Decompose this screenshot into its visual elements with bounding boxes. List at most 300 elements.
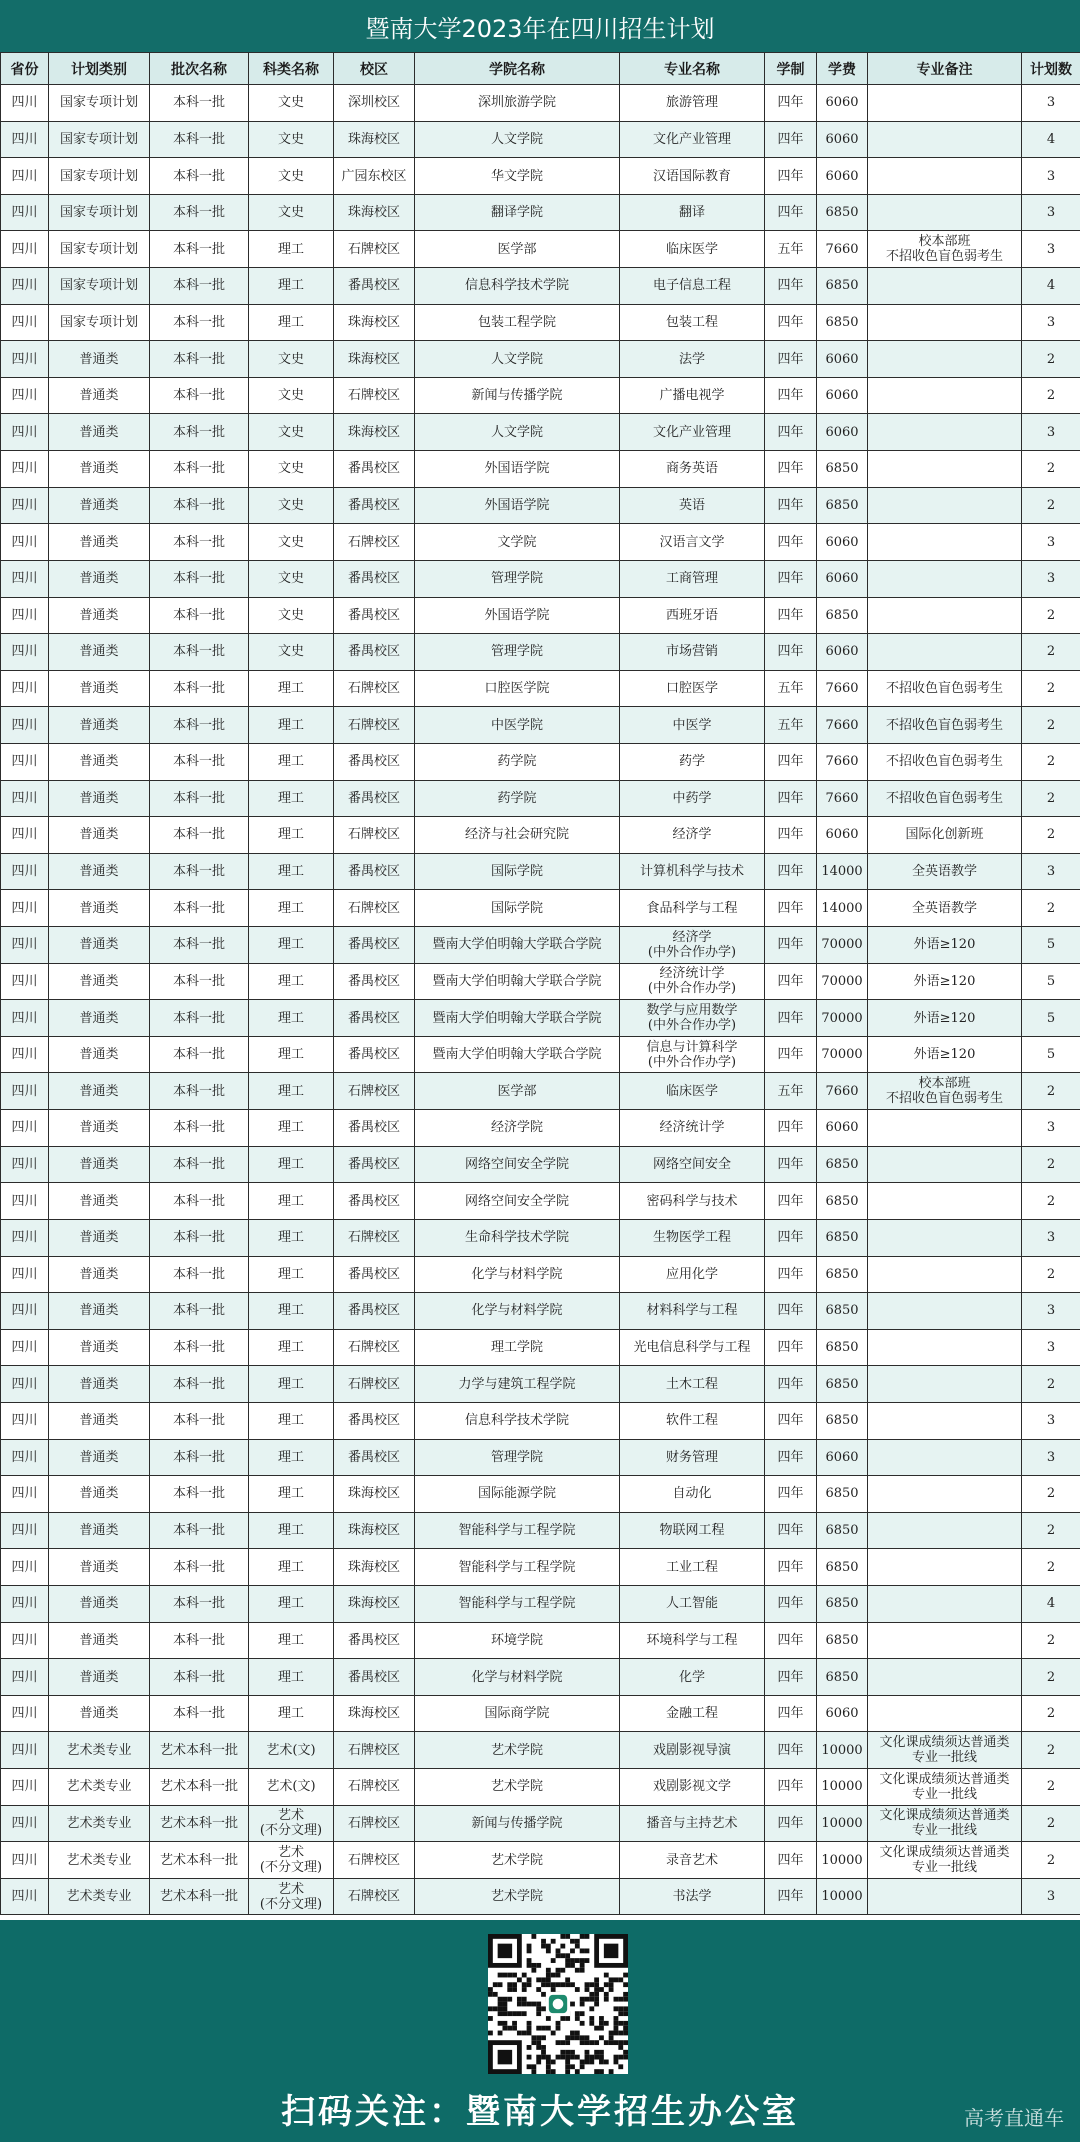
cell-tuition: 10000	[817, 1769, 868, 1806]
cell-batch: 本科一批	[150, 1549, 249, 1586]
cell-subject: 理工	[249, 1402, 334, 1439]
table-body	[1, 85, 1080, 1915]
cell-duration: 四年	[765, 1366, 817, 1403]
table-row	[1, 1366, 1080, 1403]
table-row	[1, 1695, 1080, 1732]
table-row	[1, 1402, 1080, 1439]
cell-plan-type: 普通类	[49, 1476, 150, 1513]
cell-batch: 本科一批	[150, 1476, 249, 1513]
cell-province: 四川	[1, 670, 49, 707]
cell-major: 法学	[620, 341, 765, 378]
cell-remarks	[868, 268, 1022, 305]
cell-plan-count: 2	[1022, 1659, 1080, 1696]
cell-plan-count: 2	[1022, 487, 1080, 524]
cell-plan-type: 普通类	[49, 341, 150, 378]
cell-major: 广播电视学	[620, 377, 765, 414]
table-row	[1, 268, 1080, 305]
cell-college: 国际商学院	[415, 1695, 620, 1732]
cell-plan-type: 国家专项计划	[49, 85, 150, 122]
cell-province: 四川	[1, 560, 49, 597]
cell-duration: 四年	[765, 414, 817, 451]
cell-college: 信息科学技术学院	[415, 1402, 620, 1439]
cell-duration: 五年	[765, 231, 817, 268]
cell-plan-type: 普通类	[49, 1146, 150, 1183]
cell-major: 密码科学与技术	[620, 1183, 765, 1220]
cell-batch: 本科一批	[150, 1036, 249, 1073]
cell-campus: 番禺校区	[334, 268, 415, 305]
table-row	[1, 670, 1080, 707]
cell-major: 化学	[620, 1659, 765, 1696]
table-row	[1, 121, 1080, 158]
cell-subject: 理工	[249, 1695, 334, 1732]
cell-college: 环境学院	[415, 1622, 620, 1659]
cell-plan-count: 3	[1022, 524, 1080, 561]
cell-college: 人文学院	[415, 414, 620, 451]
cell-duration: 五年	[765, 1073, 817, 1110]
cell-remarks	[868, 85, 1022, 122]
cell-plan-type: 普通类	[49, 1256, 150, 1293]
cell-major: 信息与计算科学 (中外合作办学)	[620, 1036, 765, 1073]
cell-province: 四川	[1, 1622, 49, 1659]
cell-province: 四川	[1, 927, 49, 964]
cell-subject: 文史	[249, 524, 334, 561]
cell-plan-type: 普通类	[49, 743, 150, 780]
cell-college: 艺术学院	[415, 1842, 620, 1879]
cell-subject: 文史	[249, 194, 334, 231]
cell-college: 智能科学与工程学院	[415, 1585, 620, 1622]
cell-remarks	[868, 1329, 1022, 1366]
cell-subject: 理工	[249, 853, 334, 890]
cell-province: 四川	[1, 634, 49, 671]
cell-plan-type: 普通类	[49, 560, 150, 597]
cell-campus: 番禺校区	[334, 487, 415, 524]
cell-college: 人文学院	[415, 121, 620, 158]
cell-province: 四川	[1, 158, 49, 195]
cell-college: 信息科学技术学院	[415, 268, 620, 305]
cell-college: 新闻与传播学院	[415, 377, 620, 414]
cell-plan-type: 普通类	[49, 780, 150, 817]
table-row	[1, 963, 1080, 1000]
cell-major: 食品科学与工程	[620, 890, 765, 927]
cell-subject: 理工	[249, 1329, 334, 1366]
cell-province: 四川	[1, 1219, 49, 1256]
cell-tuition: 6850	[817, 1293, 868, 1330]
cell-remarks	[868, 1110, 1022, 1147]
cell-tuition: 6850	[817, 1585, 868, 1622]
cell-province: 四川	[1, 1769, 49, 1806]
cell-major: 英语	[620, 487, 765, 524]
table-row	[1, 1842, 1080, 1879]
cell-plan-count: 3	[1022, 1219, 1080, 1256]
cell-plan-count: 2	[1022, 670, 1080, 707]
cell-duration: 四年	[765, 817, 817, 854]
cell-duration: 四年	[765, 780, 817, 817]
cell-duration: 四年	[765, 1622, 817, 1659]
cell-major: 经济学 (中外合作办学)	[620, 927, 765, 964]
cell-plan-count: 2	[1022, 451, 1080, 488]
cell-plan-count: 4	[1022, 121, 1080, 158]
cell-plan-count: 3	[1022, 85, 1080, 122]
cell-college: 智能科学与工程学院	[415, 1549, 620, 1586]
cell-subject: 理工	[249, 1293, 334, 1330]
table-row	[1, 707, 1080, 744]
cell-tuition: 7660	[817, 743, 868, 780]
cell-college: 包装工程学院	[415, 304, 620, 341]
cell-college: 管理学院	[415, 634, 620, 671]
cell-plan-count: 3	[1022, 853, 1080, 890]
table-row	[1, 817, 1080, 854]
cell-subject: 理工	[249, 1000, 334, 1037]
cell-tuition: 6060	[817, 414, 868, 451]
cell-duration: 五年	[765, 707, 817, 744]
cell-remarks	[868, 524, 1022, 561]
cell-subject: 理工	[249, 670, 334, 707]
cell-college: 翻译学院	[415, 194, 620, 231]
header-plan-count: 计划数	[1022, 53, 1080, 85]
cell-province: 四川	[1, 414, 49, 451]
header-major: 专业名称	[620, 53, 765, 85]
header-duration: 学制	[765, 53, 817, 85]
cell-plan-type: 普通类	[49, 1549, 150, 1586]
cell-plan-type: 普通类	[49, 1073, 150, 1110]
cell-major: 播音与主持艺术	[620, 1805, 765, 1842]
cell-remarks: 文化课成绩须达普通类 专业一批线	[868, 1805, 1022, 1842]
cell-subject: 理工	[249, 1585, 334, 1622]
cell-college: 化学与材料学院	[415, 1256, 620, 1293]
cell-campus: 石牌校区	[334, 1732, 415, 1769]
cell-major: 网络空间安全	[620, 1146, 765, 1183]
cell-tuition: 6850	[817, 1512, 868, 1549]
cell-campus: 石牌校区	[334, 670, 415, 707]
cell-tuition: 6060	[817, 158, 868, 195]
cell-subject: 理工	[249, 1659, 334, 1696]
cell-major: 工商管理	[620, 560, 765, 597]
cell-plan-type: 艺术类专业	[49, 1769, 150, 1806]
cell-tuition: 6850	[817, 1219, 868, 1256]
cell-province: 四川	[1, 1402, 49, 1439]
table-row	[1, 1110, 1080, 1147]
cell-province: 四川	[1, 341, 49, 378]
cell-major: 汉语国际教育	[620, 158, 765, 195]
cell-remarks	[868, 1439, 1022, 1476]
cell-plan-count: 2	[1022, 1183, 1080, 1220]
cell-duration: 四年	[765, 1146, 817, 1183]
cell-tuition: 70000	[817, 1000, 868, 1037]
cell-college: 文学院	[415, 524, 620, 561]
cell-plan-count: 2	[1022, 634, 1080, 671]
cell-duration: 四年	[765, 743, 817, 780]
cell-subject: 文史	[249, 85, 334, 122]
cell-batch: 本科一批	[150, 1695, 249, 1732]
cell-province: 四川	[1, 1695, 49, 1732]
cell-plan-count: 2	[1022, 1732, 1080, 1769]
cell-campus: 番禺校区	[334, 1183, 415, 1220]
cell-duration: 四年	[765, 927, 817, 964]
cell-college: 暨南大学伯明翰大学联合学院	[415, 1000, 620, 1037]
cell-campus: 珠海校区	[334, 1585, 415, 1622]
table-row	[1, 1000, 1080, 1037]
table-row	[1, 927, 1080, 964]
cell-province: 四川	[1, 1476, 49, 1513]
cell-duration: 四年	[765, 1000, 817, 1037]
cell-batch: 本科一批	[150, 707, 249, 744]
cell-tuition: 6850	[817, 1146, 868, 1183]
cell-campus: 番禺校区	[334, 1256, 415, 1293]
cell-plan-count: 2	[1022, 597, 1080, 634]
cell-duration: 四年	[765, 1732, 817, 1769]
cell-plan-count: 2	[1022, 1842, 1080, 1879]
cell-campus: 番禺校区	[334, 634, 415, 671]
cell-campus: 珠海校区	[334, 1549, 415, 1586]
cell-batch: 本科一批	[150, 670, 249, 707]
cell-tuition: 6850	[817, 597, 868, 634]
table-row	[1, 377, 1080, 414]
cell-tuition: 10000	[817, 1878, 868, 1915]
cell-batch: 本科一批	[150, 1329, 249, 1366]
cell-major: 戏剧影视文学	[620, 1769, 765, 1806]
qr-code-graphic	[488, 1934, 628, 2074]
table-row	[1, 304, 1080, 341]
cell-plan-count: 5	[1022, 927, 1080, 964]
cell-province: 四川	[1, 1512, 49, 1549]
cell-plan-count: 2	[1022, 1146, 1080, 1183]
table-row	[1, 1659, 1080, 1696]
cell-campus: 石牌校区	[334, 707, 415, 744]
cell-province: 四川	[1, 597, 49, 634]
cell-province: 四川	[1, 1329, 49, 1366]
cell-college: 口腔医学院	[415, 670, 620, 707]
cell-major: 土木工程	[620, 1366, 765, 1403]
cell-duration: 四年	[765, 1659, 817, 1696]
table-row	[1, 1073, 1080, 1110]
cell-plan-type: 普通类	[49, 890, 150, 927]
cell-tuition: 70000	[817, 963, 868, 1000]
cell-batch: 本科一批	[150, 1659, 249, 1696]
cell-campus: 番禺校区	[334, 451, 415, 488]
cell-remarks	[868, 1146, 1022, 1183]
cell-duration: 四年	[765, 1512, 817, 1549]
cell-province: 四川	[1, 853, 49, 890]
cell-batch: 本科一批	[150, 597, 249, 634]
cell-major: 材料科学与工程	[620, 1293, 765, 1330]
brand-watermark: 高考直通车	[964, 2106, 1064, 2130]
cell-province: 四川	[1, 304, 49, 341]
cell-province: 四川	[1, 963, 49, 1000]
cell-major: 药学	[620, 743, 765, 780]
cell-province: 四川	[1, 890, 49, 927]
cell-college: 智能科学与工程学院	[415, 1512, 620, 1549]
cell-duration: 四年	[765, 1695, 817, 1732]
cell-batch: 艺术本科一批	[150, 1769, 249, 1806]
cell-province: 四川	[1, 524, 49, 561]
cell-plan-type: 普通类	[49, 963, 150, 1000]
cell-remarks	[868, 597, 1022, 634]
cell-subject: 艺术 (不分文理)	[249, 1805, 334, 1842]
table-row	[1, 1622, 1080, 1659]
cell-batch: 本科一批	[150, 1000, 249, 1037]
cell-campus: 珠海校区	[334, 341, 415, 378]
cell-tuition: 6060	[817, 560, 868, 597]
cell-campus: 深圳校区	[334, 85, 415, 122]
cell-remarks	[868, 1695, 1022, 1732]
cell-tuition: 6850	[817, 1549, 868, 1586]
cell-plan-count: 5	[1022, 1036, 1080, 1073]
cell-campus: 珠海校区	[334, 121, 415, 158]
cell-duration: 四年	[765, 890, 817, 927]
cell-tuition: 6060	[817, 121, 868, 158]
cell-subject: 理工	[249, 1110, 334, 1147]
cell-subject: 文史	[249, 377, 334, 414]
cell-major: 财务管理	[620, 1439, 765, 1476]
cell-remarks	[868, 487, 1022, 524]
cell-college: 化学与材料学院	[415, 1659, 620, 1696]
cell-major: 物联网工程	[620, 1512, 765, 1549]
cell-remarks	[868, 1659, 1022, 1696]
cell-batch: 本科一批	[150, 743, 249, 780]
cell-subject: 理工	[249, 1549, 334, 1586]
cell-duration: 四年	[765, 158, 817, 195]
table-row	[1, 853, 1080, 890]
cell-major: 应用化学	[620, 1256, 765, 1293]
cell-major: 自动化	[620, 1476, 765, 1513]
cell-remarks: 不招收色盲色弱考生	[868, 780, 1022, 817]
cell-remarks	[868, 1183, 1022, 1220]
cell-plan-count: 2	[1022, 707, 1080, 744]
cell-remarks	[868, 451, 1022, 488]
cell-major: 录音艺术	[620, 1842, 765, 1879]
qr-code-icon[interactable]	[488, 1934, 628, 2074]
cell-tuition: 10000	[817, 1732, 868, 1769]
cell-batch: 本科一批	[150, 963, 249, 1000]
cell-plan-type: 普通类	[49, 377, 150, 414]
table-row	[1, 231, 1080, 268]
cell-campus: 珠海校区	[334, 194, 415, 231]
cell-major: 光电信息科学与工程	[620, 1329, 765, 1366]
cell-plan-type: 国家专项计划	[49, 158, 150, 195]
cell-plan-type: 艺术类专业	[49, 1842, 150, 1879]
cell-plan-type: 普通类	[49, 597, 150, 634]
cell-province: 四川	[1, 1805, 49, 1842]
cell-campus: 番禺校区	[334, 597, 415, 634]
cell-tuition: 6060	[817, 377, 868, 414]
cell-remarks: 不招收色盲色弱考生	[868, 670, 1022, 707]
cell-campus: 番禺校区	[334, 1439, 415, 1476]
cell-tuition: 10000	[817, 1805, 868, 1842]
cell-college: 经济学院	[415, 1110, 620, 1147]
cell-plan-count: 3	[1022, 304, 1080, 341]
cell-duration: 四年	[765, 1219, 817, 1256]
cell-subject: 文史	[249, 158, 334, 195]
cell-batch: 艺术本科一批	[150, 1732, 249, 1769]
cell-college: 网络空间安全学院	[415, 1183, 620, 1220]
cell-duration: 四年	[765, 1878, 817, 1915]
cell-remarks	[868, 560, 1022, 597]
table-row	[1, 1146, 1080, 1183]
cell-tuition: 6060	[817, 634, 868, 671]
cell-province: 四川	[1, 1183, 49, 1220]
page-title: 暨南大学2023年在四川招生计划	[0, 0, 1080, 52]
cell-plan-count: 5	[1022, 963, 1080, 1000]
cell-tuition: 6850	[817, 304, 868, 341]
cell-batch: 本科一批	[150, 1256, 249, 1293]
cell-province: 四川	[1, 817, 49, 854]
cell-subject: 文史	[249, 451, 334, 488]
cell-duration: 四年	[765, 451, 817, 488]
cell-plan-count: 2	[1022, 377, 1080, 414]
cell-college: 国际学院	[415, 853, 620, 890]
cell-tuition: 6850	[817, 1183, 868, 1220]
cell-major: 翻译	[620, 194, 765, 231]
cell-plan-count: 2	[1022, 341, 1080, 378]
cell-duration: 四年	[765, 377, 817, 414]
cell-plan-type: 普通类	[49, 414, 150, 451]
cell-major: 经济统计学	[620, 1110, 765, 1147]
cell-major: 商务英语	[620, 451, 765, 488]
cell-plan-type: 普通类	[49, 1439, 150, 1476]
cell-plan-type: 普通类	[49, 634, 150, 671]
cell-college: 医学部	[415, 231, 620, 268]
cell-college: 外国语学院	[415, 451, 620, 488]
cell-tuition: 70000	[817, 1036, 868, 1073]
cell-plan-count: 4	[1022, 1585, 1080, 1622]
cell-duration: 四年	[765, 487, 817, 524]
cell-batch: 本科一批	[150, 304, 249, 341]
cell-remarks: 全英语教学	[868, 890, 1022, 927]
cell-remarks	[868, 414, 1022, 451]
cell-plan-type: 普通类	[49, 853, 150, 890]
cell-plan-count: 3	[1022, 194, 1080, 231]
table-row	[1, 1183, 1080, 1220]
cell-batch: 本科一批	[150, 1293, 249, 1330]
cell-tuition: 6060	[817, 1695, 868, 1732]
cell-college: 人文学院	[415, 341, 620, 378]
cell-subject: 艺术(文)	[249, 1769, 334, 1806]
cell-plan-count: 2	[1022, 1512, 1080, 1549]
cell-remarks	[868, 377, 1022, 414]
cell-duration: 四年	[765, 1549, 817, 1586]
cell-subject: 艺术 (不分文理)	[249, 1842, 334, 1879]
cell-duration: 四年	[765, 1293, 817, 1330]
cell-tuition: 6850	[817, 1622, 868, 1659]
cell-tuition: 14000	[817, 853, 868, 890]
cell-province: 四川	[1, 1842, 49, 1879]
cell-major: 经济学	[620, 817, 765, 854]
cell-plan-count: 3	[1022, 1293, 1080, 1330]
cell-province: 四川	[1, 1549, 49, 1586]
cell-remarks: 外语≥120	[868, 1000, 1022, 1037]
cell-batch: 本科一批	[150, 1146, 249, 1183]
cell-college: 艺术学院	[415, 1769, 620, 1806]
cell-subject: 理工	[249, 1476, 334, 1513]
cell-subject: 理工	[249, 231, 334, 268]
table-row	[1, 1805, 1080, 1842]
cell-subject: 理工	[249, 963, 334, 1000]
cell-tuition: 10000	[817, 1842, 868, 1879]
cell-plan-type: 国家专项计划	[49, 231, 150, 268]
cell-tuition: 7660	[817, 1073, 868, 1110]
cell-college: 药学院	[415, 743, 620, 780]
cell-duration: 四年	[765, 963, 817, 1000]
cell-duration: 四年	[765, 85, 817, 122]
cell-remarks: 不招收色盲色弱考生	[868, 743, 1022, 780]
cell-plan-count: 3	[1022, 1439, 1080, 1476]
cell-province: 四川	[1, 1000, 49, 1037]
cell-major: 旅游管理	[620, 85, 765, 122]
scan-follow-text: 扫码关注：暨南大学招生办公室	[281, 2092, 799, 2132]
cell-batch: 本科一批	[150, 1183, 249, 1220]
cell-plan-count: 2	[1022, 1622, 1080, 1659]
cell-remarks: 文化课成绩须达普通类 专业一批线	[868, 1842, 1022, 1879]
